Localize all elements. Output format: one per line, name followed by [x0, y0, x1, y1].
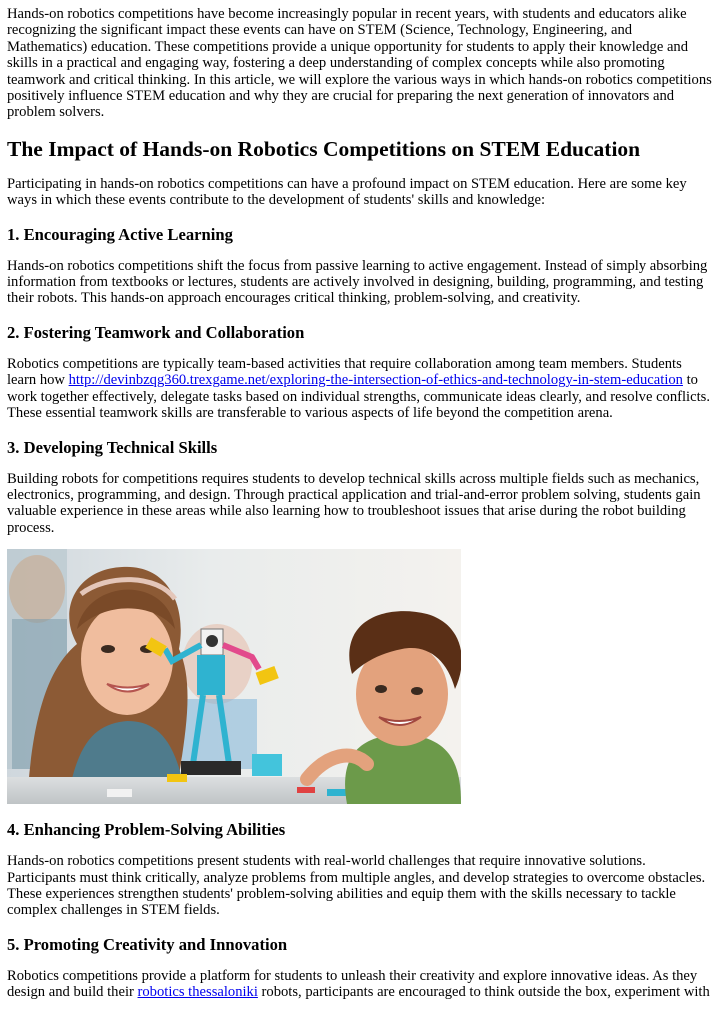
section-heading-problem-solving: 4. Enhancing Problem-Solving Abilities — [7, 820, 286, 840]
section-body-technical-skills: Building robots for competitions requires students to develop technical skills across multiple fields such as mechanics, electronics, programming, and design. Through practical application and trial-and-error problem solving, students gain valuable experience in these areas while also learning how to troubleshoot issues that arise during the robot building process. — [7, 470, 701, 536]
section-body-active-learning: Hands-on robotics competitions shift the focus from passive learning to active engagement. Instead of simply absorbing information from textbooks or lectures, students are actively involved in designing, building, programming, and testing their robots. This hands-on approach encourages critical thinking, problem-solving, and creativity. — [7, 257, 708, 307]
teamwork-text-before: Robotics competitions are typically team-based activities that require collaboration among team members. Students learn how — [7, 355, 682, 389]
ethics-article-link[interactable]: http://devinbzqg360.trexgame.net/exploring-the-intersection-of-ethics-and-technology-in-stem-education — [68, 372, 683, 389]
section-heading-creativity: 5. Promoting Creativity and Innovation — [7, 934, 288, 954]
teamwork-text-after: to work together effectively, delegate tasks based on individual strengths, communicate ideas clearly, and resolve conflicts. These essential teamwork skills are transferable to various aspects of life beyond the competition arena. — [7, 372, 710, 422]
lead-paragraph: Participating in hands-on robotics competitions can have a profound impact on STEM education. Here are some key ways in which these events contribute to the development of students' skills and knowledge: — [7, 175, 687, 209]
section-body-teamwork — [7, 356, 712, 422]
robotics-students-photo — [7, 549, 461, 804]
article-title: The Impact of Hands-on Robotics Competitions on STEM Education — [7, 136, 641, 161]
intro-paragraph: Hands-on robotics competitions have become increasingly popular in recent years, with students and educators alike recognizing the significant impact these events can have on STEM (Science, Technology, Engineering, and Mathematics) education. These competitions provide a unique opportunity for students to apply their knowledge and skills in a practical and engaging way, fostering a deep understanding of complex concepts while also promoting teamwork and critical thinking. In this article, we will explore the various ways in which hands-on robotics competitions positively influence STEM education and why they are crucial for preparing the next generation of innovators and problem solvers. — [7, 6, 712, 121]
section-body-creativity — [7, 968, 712, 1001]
section-heading-technical-skills: 3. Developing Technical Skills — [7, 437, 218, 457]
section-heading-teamwork: 2. Fostering Teamwork and Collaboration — [7, 322, 305, 342]
robotics-thessaloniki-link[interactable]: robotics thessaloniki — [137, 984, 258, 1001]
section-body-problem-solving: Hands-on robotics competitions present students with real-world challenges that require innovative solutions. Participants must think critically, analyze problems from multiple angles, and develop strategies to overcome obstacles. These experiences strengthen students' problem-solving abilities and equip them with the skills necessary to tackle complex challenges in STEM fields. — [7, 853, 706, 919]
photo-illustration — [7, 549, 461, 804]
creativity-text-after: robots, participants are encouraged to think outside the box, experiment with — [257, 984, 710, 1001]
creativity-text-before: Robotics competitions provide a platform for students to unleash their creativity and explore innovative ideas. As they design and build their — [7, 967, 698, 1001]
section-heading-active-learning: 1. Encouraging Active Learning — [7, 224, 233, 244]
